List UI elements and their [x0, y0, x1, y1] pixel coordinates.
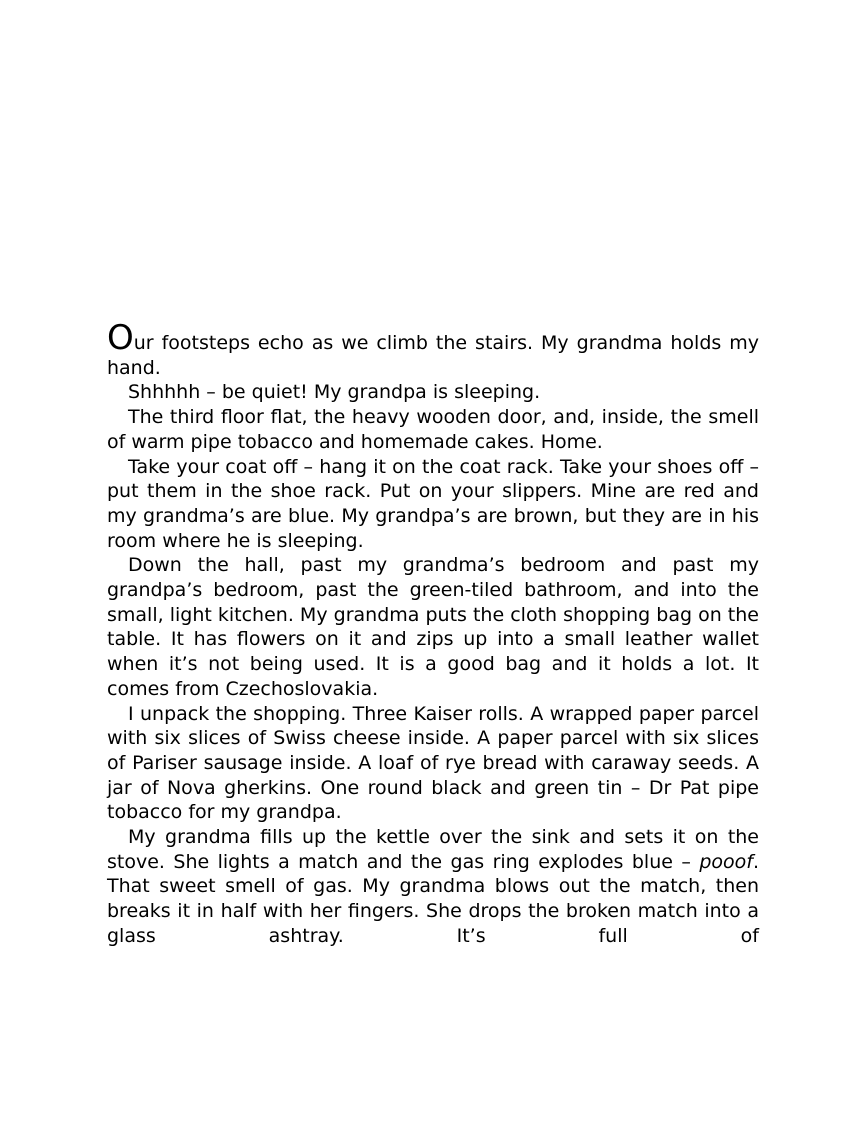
body-text: The third floor flat, the heavy wooden door, and, inside, the smell of warm pipe tobacco and homemade cakes. Home. [107, 406, 759, 453]
body-text: I unpack the shopping. Three Kaiser rolls. A wrapped paper parcel with six slices of Swiss cheese inside. A paper parcel with six slices of Pariser sausage inside. A loaf of rye bread with caraway seeds. A jar of Nova gherkins. One round black and green tin – Dr Pat pipe tobacco for my grandpa. [107, 702, 759, 824]
paragraph-7 [107, 825, 759, 949]
body-text: ur footsteps echo as we climb the stairs. My grandma holds my hand. [107, 332, 759, 379]
text-block [107, 318, 759, 949]
body-text: My grandma fills up the kettle over the sink and sets it on the stove. She lights a match and the gas ring explodes blue – [107, 826, 759, 873]
body-text: . That sweet smell of gas. My grandma blows out the match, then breaks it in half with her fingers. She drops the broken match into a glass ashtray. It’s full of [107, 850, 759, 947]
initial-capital: O [107, 318, 134, 358]
paragraph-4 [107, 455, 759, 554]
body-text: Shhhhh – be quiet! My grandpa is sleeping. [128, 381, 541, 404]
body-text: Down the hall, past my grandma’s bedroom and past my grandpa’s bedroom, past the green-tiled bathroom, and into the small, light kitchen. My grandma puts the cloth shopping bag on the table. It has flowers on it and zips up into a small leather wallet when it’s not being used. It is a good bag and it holds a lot. It comes from Czechoslovakia. [107, 554, 759, 700]
paragraph-6 [107, 702, 759, 826]
paragraph-2 [107, 380, 759, 405]
paragraph-1 [107, 318, 759, 380]
body-text: Take your coat off – hang it on the coat rack. Take your shoes off – put them in the shoe rack. Put on your slippers. Mine are red and my grandma’s are blue. My grandpa’s are brown, but they are in his room where he is sleeping. [107, 455, 759, 552]
paragraph-3 [107, 405, 759, 454]
paragraph-5 [107, 553, 759, 701]
italic-text: pooof [699, 850, 753, 873]
